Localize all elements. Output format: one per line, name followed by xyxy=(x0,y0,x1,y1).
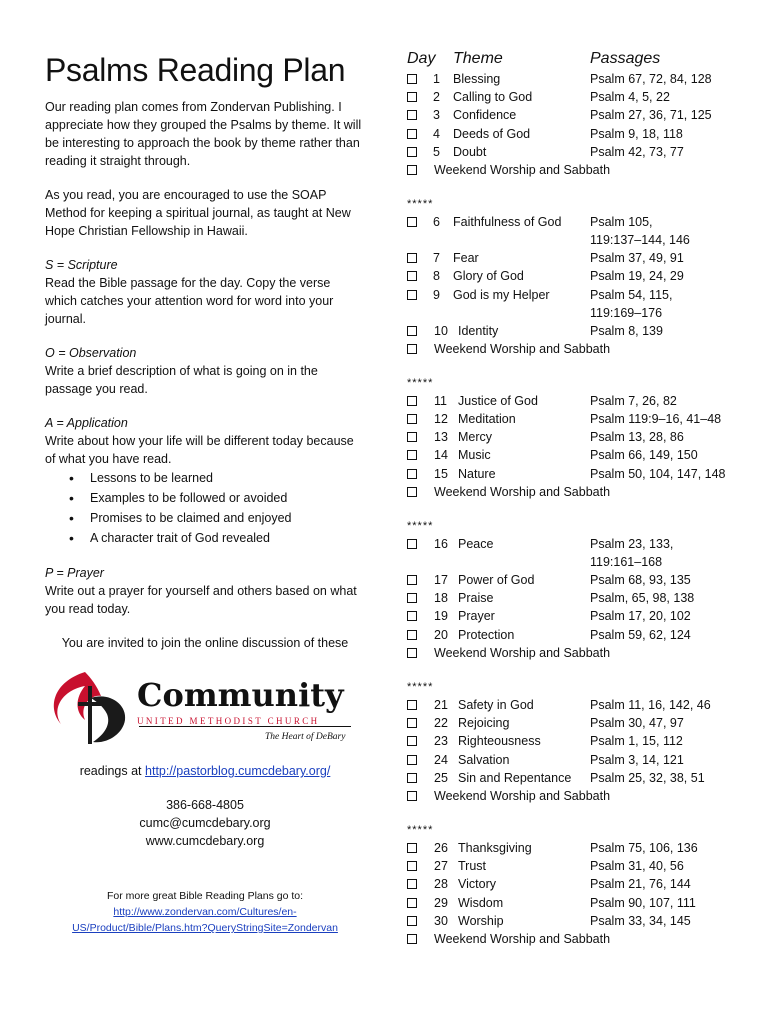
day-passages xyxy=(590,465,740,483)
reading-day-row xyxy=(407,751,737,769)
reading-day-row xyxy=(407,286,737,322)
day-passages xyxy=(590,125,740,143)
bullet-item: • Promises to be claimed and enjoyed xyxy=(90,508,365,528)
day-passages xyxy=(590,769,740,787)
passage-line: Psalm 67, 72, 84, 128 xyxy=(590,72,712,86)
weekend-row xyxy=(407,483,737,501)
bullet-item: • Examples to be followed or avoided xyxy=(90,488,365,508)
passage-line: Psalm 59, 62, 124 xyxy=(590,627,691,642)
day-number: 21 xyxy=(434,697,448,712)
passage-line: Psalm 25, 32, 38, 51 xyxy=(590,770,705,785)
day-number: 23 xyxy=(434,734,448,749)
day-checkbox[interactable] xyxy=(407,736,417,746)
week-separator: ***** xyxy=(407,680,434,693)
week-separator: ***** xyxy=(407,520,434,532)
readings-prefix: readings at xyxy=(79,764,146,778)
passage-line: Psalm 1, 15, 112 xyxy=(590,734,683,749)
weekend-label: Weekend Worship and Sabbath xyxy=(434,645,611,660)
passages-column-header: Passages xyxy=(590,50,661,67)
contact-block xyxy=(45,796,365,850)
reading-day-row xyxy=(407,571,737,589)
weekend-checkbox[interactable] xyxy=(407,791,417,801)
reading-day-row xyxy=(407,267,737,285)
day-column-header: Day xyxy=(407,50,436,67)
logo-rule xyxy=(139,726,351,727)
reading-day-row xyxy=(407,446,737,464)
readings-line xyxy=(45,762,365,780)
reading-day-row xyxy=(407,143,737,161)
prayer-heading: P = Prayer xyxy=(45,566,104,580)
day-theme: Sin and Repentance xyxy=(458,770,572,785)
day-theme: Mercy xyxy=(458,430,493,445)
passage-line: Psalm 105, xyxy=(590,215,653,230)
reading-day-row xyxy=(407,607,737,625)
soap-application-section xyxy=(45,414,365,548)
day-passages xyxy=(590,249,740,267)
passage-line: Psalm 8, 139 xyxy=(590,323,663,338)
day-checkbox[interactable] xyxy=(407,129,417,139)
day-checkbox[interactable] xyxy=(407,217,417,227)
page-title: Psalms Reading Plan xyxy=(45,52,346,88)
reading-day-row xyxy=(407,106,737,124)
day-number: 18 xyxy=(434,591,448,606)
day-number: 13 xyxy=(434,430,448,445)
day-checkbox[interactable] xyxy=(407,630,417,640)
day-passages xyxy=(590,410,740,428)
passage-line: Psalm 11, 16, 142, 46 xyxy=(590,697,711,712)
passage-line: Psalm 90, 107, 111 xyxy=(590,895,696,910)
weekend-row xyxy=(407,161,737,179)
reading-day-row xyxy=(407,125,737,143)
reading-plan-list xyxy=(407,50,737,948)
day-checkbox[interactable] xyxy=(407,700,417,710)
day-checkbox[interactable] xyxy=(407,396,417,406)
day-number: 10 xyxy=(434,323,448,338)
day-theme: Wisdom xyxy=(458,895,504,910)
day-passages xyxy=(590,857,740,875)
day-passages xyxy=(590,607,740,625)
day-checkbox[interactable] xyxy=(407,326,417,336)
weekend-row xyxy=(407,787,737,805)
passage-line: Psalm 68, 93, 135 xyxy=(590,573,691,587)
reading-day-row xyxy=(407,696,737,714)
reading-day-row xyxy=(407,894,737,912)
day-number: 24 xyxy=(434,752,448,767)
passage-line: Psalm 9, 18, 118 xyxy=(590,126,683,141)
reading-day-row xyxy=(407,392,737,410)
day-number: 17 xyxy=(434,573,448,587)
day-passages xyxy=(590,626,740,644)
day-theme: Safety in God xyxy=(458,697,534,712)
day-passages xyxy=(590,912,740,930)
weekend-label: Weekend Worship and Sabbath xyxy=(434,932,611,946)
day-checkbox[interactable] xyxy=(407,879,417,889)
day-passages xyxy=(590,286,740,322)
day-number: 8 xyxy=(433,269,440,284)
day-passages xyxy=(590,894,740,912)
passage-line: Psalm 3, 14, 121 xyxy=(590,752,684,767)
day-theme: Fear xyxy=(453,251,479,266)
reading-day-row xyxy=(407,857,737,875)
invite-text: You are invited to join the online discussion of these xyxy=(61,636,349,650)
day-theme: Blessing xyxy=(453,72,501,86)
day-theme: Calling to God xyxy=(453,90,533,105)
day-checkbox[interactable] xyxy=(407,575,417,585)
day-passages xyxy=(590,392,740,410)
soap-scripture-section xyxy=(45,256,365,328)
day-theme: Righteousness xyxy=(458,734,541,749)
day-theme: Trust xyxy=(458,859,487,874)
passage-line: Psalm 31, 40, 56 xyxy=(590,859,684,874)
day-number: 22 xyxy=(434,716,448,731)
day-theme: Faithfulness of God xyxy=(453,215,562,230)
day-checkbox[interactable] xyxy=(407,593,417,603)
pastor-blog-link[interactable]: http://pastorblog.cumcdebary.org/ xyxy=(145,764,331,778)
soap-prayer-section xyxy=(45,564,365,618)
passage-line: Psalm 27, 36, 71, 125 xyxy=(590,108,712,123)
day-number: 7 xyxy=(433,251,440,266)
passage-line: Psalm 66, 149, 150 xyxy=(590,448,698,463)
reading-day-row xyxy=(407,839,737,857)
day-theme: Glory of God xyxy=(453,269,524,284)
day-checkbox[interactable] xyxy=(407,450,417,460)
passage-line: Psalm 30, 47, 97 xyxy=(590,716,684,731)
zondervan-link-line-1[interactable]: http://www.zondervan.com/Cultures/en- xyxy=(113,906,297,918)
day-number: 16 xyxy=(434,537,448,551)
church-logo xyxy=(45,668,365,750)
week-separator: ***** xyxy=(407,198,434,211)
more-plans-block xyxy=(45,888,365,936)
reading-day-row xyxy=(407,875,737,893)
scripture-heading: S = Scripture xyxy=(45,258,118,272)
day-theme: Salvation xyxy=(458,752,510,767)
email-address: cumc@cumcdebary.org xyxy=(139,816,271,830)
day-passages xyxy=(590,428,740,446)
passage-line: Psalm 4, 5, 22 xyxy=(590,90,670,105)
day-number: 28 xyxy=(434,877,448,892)
day-passages xyxy=(590,70,740,88)
day-theme: Peace xyxy=(458,537,494,551)
phone-number: 386-668-4805 xyxy=(166,798,244,812)
day-checkbox[interactable] xyxy=(407,110,417,120)
day-passages xyxy=(590,696,740,714)
day-number: 26 xyxy=(434,841,448,856)
logo-tagline: The Heart of DeBary xyxy=(265,732,346,742)
weekend-label: Weekend Worship and Sabbath xyxy=(434,162,611,177)
day-passages xyxy=(590,88,740,106)
day-checkbox[interactable] xyxy=(407,74,417,84)
reading-day-row xyxy=(407,769,737,787)
day-passages xyxy=(590,446,740,464)
passage-line: Psalm 75, 106, 136 xyxy=(590,841,698,856)
passage-line: 119:169–176 xyxy=(590,305,663,320)
reading-day-row xyxy=(407,213,737,249)
bullet-item: • Lessons to be learned xyxy=(90,468,365,488)
day-theme: God is my Helper xyxy=(453,287,550,302)
day-number: 3 xyxy=(433,108,440,123)
passage-line: Psalm 37, 49, 91 xyxy=(590,251,684,266)
day-checkbox[interactable] xyxy=(407,916,417,926)
day-number: 1 xyxy=(433,72,440,86)
day-checkbox[interactable] xyxy=(407,414,417,424)
day-checkbox[interactable] xyxy=(407,773,417,783)
application-heading: A = Application xyxy=(45,416,128,430)
plan-body xyxy=(407,70,737,948)
day-number: 5 xyxy=(433,144,440,159)
reading-day-row xyxy=(407,322,737,340)
day-checkbox[interactable] xyxy=(407,611,417,621)
day-passages xyxy=(590,322,740,340)
bullet-item: • A character trait of God revealed xyxy=(90,528,365,548)
plan-header xyxy=(407,50,737,70)
weekend-row xyxy=(407,644,737,662)
day-theme: Rejoicing xyxy=(458,716,510,731)
reading-day-row xyxy=(407,249,737,267)
day-theme: Worship xyxy=(458,913,504,928)
day-checkbox[interactable] xyxy=(407,92,417,102)
passage-line: Psalm 50, 104, 147, 148 xyxy=(590,466,726,481)
reading-day-row xyxy=(407,88,737,106)
weekend-checkbox[interactable] xyxy=(407,487,417,497)
left-column xyxy=(45,50,365,936)
passage-line: Psalm 119:9–16, 41–48 xyxy=(590,412,722,427)
passage-line: Psalm 19, 24, 29 xyxy=(590,269,684,284)
passage-line: Psalm 42, 73, 77 xyxy=(590,144,684,159)
day-theme: Power of God xyxy=(458,573,535,587)
intro-paragraph: Our reading plan comes from Zondervan Publishing. I appreciate how they grouped the Psalms by theme. It will be interesting to approach the book by theme rather than reading it straight through. xyxy=(45,100,362,168)
passage-line: 119:137–144, 146 xyxy=(590,233,690,248)
logo-subtitle: UNITED METHODIST CHURCH xyxy=(137,716,320,726)
day-theme: Prayer xyxy=(458,609,495,624)
website-address: www.cumcdebary.org xyxy=(145,834,265,848)
passage-line: Psalm 17, 20, 102 xyxy=(590,609,691,624)
day-checkbox[interactable] xyxy=(407,432,417,442)
day-number: 30 xyxy=(434,913,448,928)
reading-day-row xyxy=(407,589,737,607)
day-passages xyxy=(590,839,740,857)
day-number: 29 xyxy=(434,895,448,910)
passage-line: Psalm 7, 26, 82 xyxy=(590,393,677,408)
weekend-checkbox[interactable] xyxy=(407,648,417,658)
day-passages xyxy=(590,751,740,769)
passage-line: Psalm 13, 28, 86 xyxy=(590,430,684,445)
day-passages xyxy=(590,714,740,732)
scripture-text: Read the Bible passage for the day. Copy the verse which catches your attention word for word into your journal. xyxy=(45,276,334,326)
weekend-label: Weekend Worship and Sabbath xyxy=(434,341,611,356)
day-theme: Deeds of God xyxy=(453,126,531,141)
soap-intro-paragraph: As you read, you are encouraged to use the SOAP Method for keeping a spiritual journal, as taught at New Hope Christian Fellowship in Hawaii. xyxy=(45,188,351,238)
day-theme: Meditation xyxy=(458,412,516,427)
zondervan-link-line-2[interactable]: US/Product/Bible/Plans.htm?QueryStringSite=Zondervan xyxy=(72,922,338,934)
day-checkbox[interactable] xyxy=(407,898,417,908)
day-number: 11 xyxy=(434,393,447,408)
day-number: 2 xyxy=(433,90,440,105)
passage-line: 119:161–168 xyxy=(590,555,663,569)
day-theme: Doubt xyxy=(453,144,487,159)
reading-day-row xyxy=(407,410,737,428)
day-passages xyxy=(590,875,740,893)
day-number: 27 xyxy=(434,859,448,874)
application-text: Write about how your life will be different today because of what you have read. xyxy=(45,434,354,466)
day-passages xyxy=(590,732,740,750)
weekend-label: Weekend Worship and Sabbath xyxy=(434,484,611,499)
application-bullet-list xyxy=(45,468,365,548)
day-theme: Music xyxy=(458,448,491,463)
day-number: 6 xyxy=(433,215,440,230)
observation-text: Write a brief description of what is going on in the passage you read. xyxy=(45,364,318,396)
passage-line: Psalm 33, 34, 145 xyxy=(590,913,691,928)
day-checkbox[interactable] xyxy=(407,539,417,549)
day-number: 14 xyxy=(434,448,448,463)
day-passages xyxy=(590,589,740,607)
day-number: 19 xyxy=(434,609,448,624)
passage-line: Psalm 23, 133, xyxy=(590,537,674,551)
prayer-text: Write out a prayer for yourself and others based on what you read today. xyxy=(45,584,357,616)
day-number: 12 xyxy=(434,412,448,427)
day-passages xyxy=(590,106,740,124)
day-number: 15 xyxy=(434,466,448,481)
weekend-checkbox[interactable] xyxy=(407,344,417,354)
day-theme: Identity xyxy=(458,323,499,338)
week-separator: ***** xyxy=(407,824,434,837)
reading-day-row xyxy=(407,714,737,732)
day-theme: Praise xyxy=(458,591,494,606)
reading-day-row xyxy=(407,732,737,750)
reading-day-row xyxy=(407,535,737,571)
weekend-checkbox[interactable] xyxy=(407,934,417,944)
weekend-checkbox[interactable] xyxy=(407,165,417,175)
day-passages xyxy=(590,571,740,589)
day-checkbox[interactable] xyxy=(407,755,417,765)
day-number: 25 xyxy=(434,770,448,785)
day-number: 20 xyxy=(434,627,448,642)
day-passages xyxy=(590,535,740,571)
day-number: 9 xyxy=(433,287,440,302)
day-passages xyxy=(590,143,740,161)
day-checkbox[interactable] xyxy=(407,253,417,263)
logo-name: Community xyxy=(137,676,344,714)
day-checkbox[interactable] xyxy=(407,469,417,479)
day-theme: Thanksgiving xyxy=(458,841,532,856)
day-theme: Nature xyxy=(458,466,496,481)
day-theme: Protection xyxy=(458,627,515,642)
day-checkbox[interactable] xyxy=(407,843,417,853)
day-theme: Justice of God xyxy=(458,393,538,408)
day-checkbox[interactable] xyxy=(407,147,417,157)
day-theme: Victory xyxy=(458,877,496,892)
passage-line: Psalm, 65, 98, 138 xyxy=(590,591,695,606)
day-theme: Confidence xyxy=(453,108,517,123)
day-checkbox[interactable] xyxy=(407,861,417,871)
weekend-row xyxy=(407,340,737,358)
weekend-row xyxy=(407,930,737,948)
day-passages xyxy=(590,267,740,285)
day-checkbox[interactable] xyxy=(407,290,417,300)
observation-heading: O = Observation xyxy=(45,346,137,360)
passage-line: Psalm 21, 76, 144 xyxy=(590,877,691,892)
passage-line: Psalm 54, 115, xyxy=(590,287,673,302)
more-plans-text: For more great Bible Reading Plans go to: xyxy=(106,890,304,902)
day-checkbox[interactable] xyxy=(407,718,417,728)
theme-column-header: Theme xyxy=(453,50,503,67)
soap-observation-section xyxy=(45,344,365,398)
week-separator: ***** xyxy=(407,376,434,389)
reading-day-row xyxy=(407,70,737,88)
reading-day-row xyxy=(407,912,737,930)
day-passages xyxy=(590,213,740,249)
day-number: 4 xyxy=(433,126,440,141)
reading-day-row xyxy=(407,465,737,483)
reading-day-row xyxy=(407,428,737,446)
weekend-label: Weekend Worship and Sabbath xyxy=(434,788,611,803)
reading-day-row xyxy=(407,626,737,644)
day-checkbox[interactable] xyxy=(407,271,417,281)
